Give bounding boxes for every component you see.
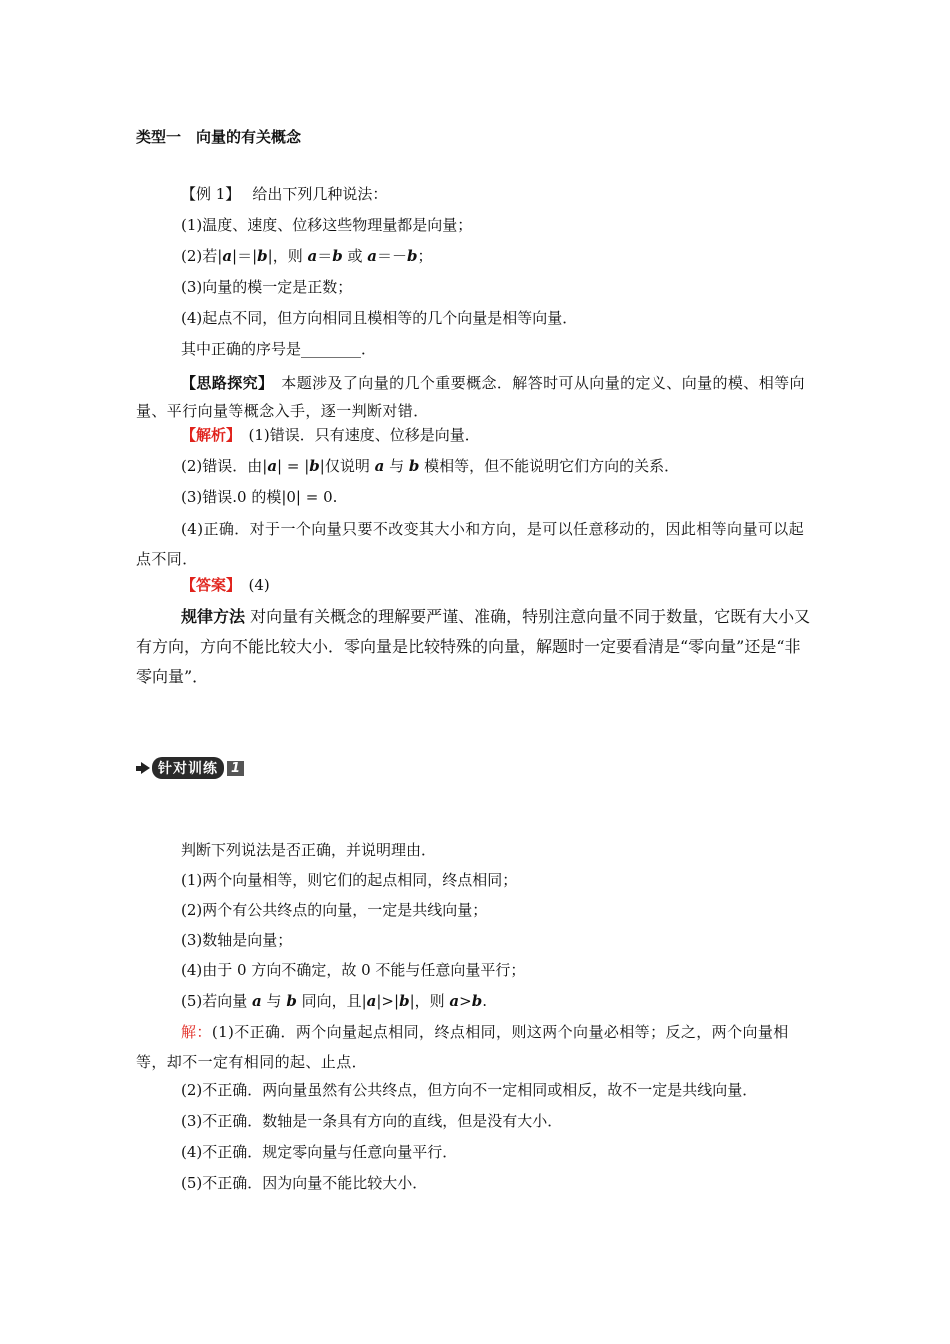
text: 与 xyxy=(261,992,287,1010)
text: (5)若向量 xyxy=(181,992,253,1010)
question-blank: 其中正确的序号是________． xyxy=(181,340,377,358)
text: > xyxy=(459,992,472,1010)
exercise-5 xyxy=(181,991,487,1011)
training-label: 针对训练 xyxy=(152,757,224,779)
analysis-3: (3)错误.0 的模|0| = 0. xyxy=(181,488,338,506)
statement-4: (4)起点不同，但方向相同且模相等的几个向量是相等向量． xyxy=(181,309,578,327)
vector-a: a xyxy=(252,992,262,1010)
analysis-4: (4)正确．对于一个向量只要不改变其大小和方向，是可以任意移动的，因此相等向量可以起点不同． xyxy=(136,520,805,568)
vector-b: b xyxy=(309,457,320,475)
thinking-paragraph xyxy=(136,369,816,425)
solution-1 xyxy=(136,1017,816,1077)
text: 与 xyxy=(384,457,409,475)
vector-b: b xyxy=(257,247,268,265)
text: |>| xyxy=(376,992,400,1010)
answer-value: (4) xyxy=(233,576,270,594)
vector-a: a xyxy=(374,457,385,475)
analysis-1 xyxy=(181,425,480,445)
example-intro xyxy=(181,184,387,204)
text: . xyxy=(482,992,487,1010)
vector-a: a xyxy=(222,247,233,265)
vector-a: a xyxy=(307,247,318,265)
exercise-4: (4)由于 0 方向不确定，故 0 不能与任意向量平行； xyxy=(181,961,526,979)
vector-b: b xyxy=(399,992,410,1010)
text: (2)错误．由| xyxy=(181,457,268,475)
text: 同向，且| xyxy=(296,992,367,1010)
text: ＝－ xyxy=(377,247,408,265)
text: |，则 xyxy=(409,992,450,1010)
vector-a: a xyxy=(449,992,460,1010)
text: |，则 xyxy=(267,247,308,265)
solution-label: 解： xyxy=(181,1023,212,1041)
statement-2 xyxy=(181,246,433,266)
vector-a: a xyxy=(267,457,278,475)
section-title: 类型一 向量的有关概念 xyxy=(136,128,302,146)
solution-4: (4)不正确．规定零向量与任意向量平行． xyxy=(181,1143,458,1161)
answer-label: 【答案】 xyxy=(181,576,234,594)
text: |＝| xyxy=(232,247,258,265)
analysis-label: 【解析】 xyxy=(181,426,234,444)
example-prompt: 给出下列几种说法： xyxy=(252,185,388,203)
exercise-3: (3)数轴是向量； xyxy=(181,931,293,949)
text: ＝ xyxy=(317,247,333,265)
vector-b: b xyxy=(407,247,418,265)
text: |仅说明 xyxy=(319,457,375,475)
exercise-prompt: 判断下列说法是否正确，并说明理由． xyxy=(181,841,437,859)
answer-line xyxy=(181,575,270,595)
vector-a: a xyxy=(366,992,377,1010)
vector-b: b xyxy=(286,992,297,1010)
statement-3: (3)向量的模一定是正数； xyxy=(181,278,353,296)
method-text: 对向量有关概念的理解要严谨、准确，特别注意向量不同于数量，它既有大小又有方向，方向不能比较大小．零向量是比较特殊的向量，解题时一定要看清是“零向量”还是“非零向量”． xyxy=(136,607,811,686)
statement-1: (1)温度、速度、位移这些物理量都是向量； xyxy=(181,216,473,234)
text: (2)若| xyxy=(181,247,223,265)
arrow-right-icon xyxy=(141,762,150,774)
method-label: 规律方法 xyxy=(181,607,246,626)
vector-b: b xyxy=(471,992,483,1010)
exercise-1: (1)两个向量相等，则它们的起点相同，终点相同； xyxy=(181,871,518,889)
text: | = | xyxy=(277,457,310,475)
analysis-text-1: (1)错误．只有速度、位移是向量． xyxy=(233,426,480,444)
vector-b: b xyxy=(332,247,343,265)
vector-b: b xyxy=(408,457,420,475)
analysis-2 xyxy=(181,456,679,476)
thinking-text: 本题涉及了向量的几个重要概念．解答时可从向量的定义、向量的模、相等向量、平行向量等概念入手，逐一判断对错． xyxy=(136,374,805,420)
training-number: 1 xyxy=(227,761,244,776)
method-paragraph xyxy=(136,602,816,692)
exercise-2: (2)两个有公共终点的向量，一定是共线向量； xyxy=(181,901,488,919)
solution-text-1: (1)不正确．两个向量起点相同，终点相同，则这两个向量必相等；反之，两个向量相等，却不一定有相同的起、止点． xyxy=(136,1023,789,1071)
vector-a: a xyxy=(367,247,378,265)
example-label: 【例 1】 xyxy=(181,185,241,203)
training-badge xyxy=(136,757,244,779)
solution-3: (3)不正确．数轴是一条具有方向的直线，但是没有大小． xyxy=(181,1112,563,1130)
text: 或 xyxy=(342,247,368,265)
text: 模相等，但不能说明它们方向的关系． xyxy=(419,457,680,475)
solution-5: (5)不正确．因为向量不能比较大小． xyxy=(181,1174,428,1192)
text: ； xyxy=(417,247,433,265)
solution-2: (2)不正确．两向量虽然有公共终点，但方向不一定相同或相反，故不一定是共线向量． xyxy=(181,1081,758,1099)
thinking-label: 【思路探究】 xyxy=(181,374,266,392)
